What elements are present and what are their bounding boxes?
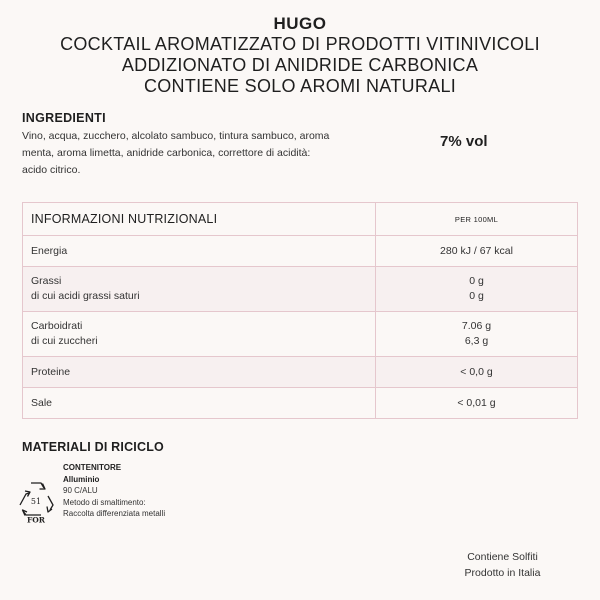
table-row bbox=[23, 267, 578, 312]
nutrient-value-sub: 6,3 g bbox=[464, 335, 489, 347]
nutrient-label bbox=[23, 267, 376, 312]
nutrient-label-main: Carboidrati bbox=[31, 320, 83, 332]
product-description-line-3: CONTIENE SOLO AROMI NATURALI bbox=[143, 76, 457, 96]
nutrient-value bbox=[376, 312, 578, 357]
recycling-heading: MATERIALI DI RICICLO bbox=[22, 440, 164, 454]
ingredients-list bbox=[22, 128, 367, 179]
recycle-number: 51 bbox=[30, 497, 42, 506]
per-100ml-label: PER 100ML bbox=[376, 203, 578, 236]
nutrient-value: < 0,0 g bbox=[376, 357, 578, 388]
product-title: HUGO bbox=[273, 14, 327, 33]
product-description-line-2: ADDIZIONATO DI ANIDRIDE CARBONICA bbox=[121, 55, 479, 75]
nutrient-label: Sale bbox=[23, 388, 376, 419]
nutrient-label: Energia bbox=[23, 236, 376, 267]
nutrient-label bbox=[23, 312, 376, 357]
label-footer bbox=[440, 549, 565, 581]
ingredients-line: Vino, acqua, zucchero, alcolato sambuco, tintura sambuco, aroma bbox=[22, 130, 330, 142]
nutrient-value: 280 kJ / 67 kcal bbox=[376, 236, 578, 267]
nutrient-label: Proteine bbox=[23, 357, 376, 388]
table-row bbox=[23, 357, 578, 388]
nutrient-value-sub: 0 g bbox=[469, 290, 484, 302]
table-row bbox=[23, 236, 578, 267]
origin-notice: Prodotto in Italia bbox=[464, 567, 541, 579]
sulfites-notice: Contiene Solfiti bbox=[467, 551, 538, 563]
table-row bbox=[23, 312, 578, 357]
nutrient-label-main: Grassi bbox=[31, 275, 62, 287]
recycle-triangle-icon bbox=[14, 479, 58, 523]
material-code: 90 C/ALU bbox=[63, 486, 98, 495]
nutrient-label-sub: di cui zuccheri bbox=[31, 335, 98, 347]
ingredients-line: acido citrico. bbox=[22, 164, 81, 176]
nutrient-value: < 0,01 g bbox=[376, 388, 578, 419]
ingredients-heading: INGREDIENTI bbox=[22, 111, 106, 125]
nutrition-header-row bbox=[23, 203, 578, 236]
product-description-line-1: COCKTAIL AROMATIZZATO DI PRODOTTI VITINIVICOLI bbox=[60, 34, 540, 54]
nutrient-value-main: 7.06 g bbox=[461, 320, 492, 332]
nutrition-table bbox=[22, 202, 578, 419]
recycling-details bbox=[63, 462, 165, 520]
alcohol-by-volume: 7% vol bbox=[440, 133, 488, 150]
container-label: CONTENITORE bbox=[63, 463, 122, 472]
disposal-method: Raccolta differenziata metalli bbox=[63, 509, 166, 518]
nutrient-label-sub: di cui acidi grassi saturi bbox=[31, 290, 140, 302]
nutrient-value bbox=[376, 267, 578, 312]
ingredients-line: menta, aroma limetta, anidride carbonica, correttore di acidità: bbox=[22, 147, 311, 159]
table-row bbox=[23, 388, 578, 419]
nutrition-heading: INFORMAZIONI NUTRIZIONALI bbox=[23, 203, 376, 236]
container-material: Alluminio bbox=[63, 474, 100, 484]
disposal-method-label: Metodo di smaltimento: bbox=[63, 497, 146, 507]
label-header bbox=[0, 14, 600, 97]
nutrient-value-main: 0 g bbox=[469, 275, 484, 287]
recycle-code: FOR bbox=[26, 515, 46, 523]
